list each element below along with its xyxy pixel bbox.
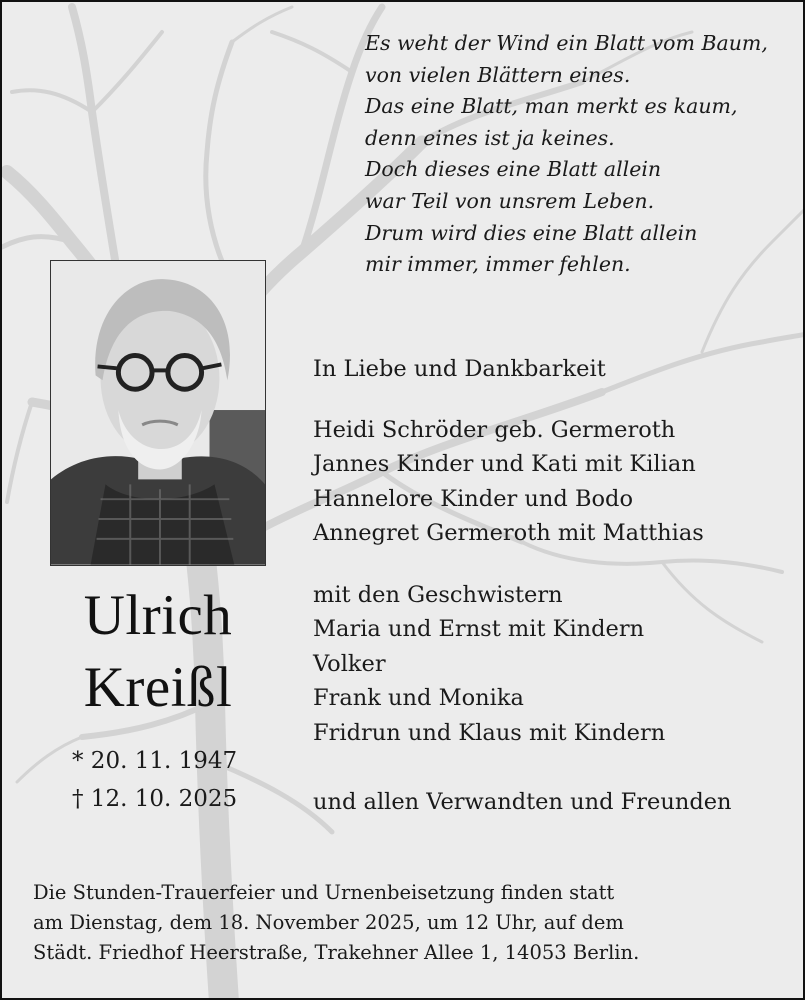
poem-line: Doch dieses eine Blatt allein	[365, 157, 662, 182]
death-date: † 12. 10. 2025	[72, 786, 238, 812]
intro-line: In Liebe und Dankbarkeit	[313, 356, 606, 382]
birth-date: * 20. 11. 1947	[72, 748, 238, 774]
siblings-list	[313, 578, 665, 750]
deceased-name	[50, 580, 266, 724]
poem-line: Drum wird dies eine Blatt allein	[365, 220, 698, 245]
closing-line: und allen Verwandten und Freunden	[313, 789, 732, 815]
ceremony-line: Die Stunden-Trauerfeier und Urnenbeisetzung finden statt	[33, 881, 615, 904]
life-dates	[72, 742, 237, 818]
sibling: Volker	[313, 650, 386, 677]
portrait-photo	[50, 260, 266, 566]
poem-line: war Teil von unsrem Leben.	[365, 188, 655, 213]
poem-line: denn eines ist ja keines.	[365, 125, 615, 150]
siblings-heading: mit den Geschwistern	[313, 582, 563, 608]
sibling: Frank und Monika	[313, 685, 524, 712]
sibling: Maria und Ernst mit Kindern	[313, 616, 645, 643]
first-name: Ulrich	[83, 584, 233, 647]
ceremony-info	[33, 878, 639, 968]
family-member: Jannes Kinder und Kati mit Kilian	[313, 451, 696, 478]
poem-line: mir immer, immer fehlen.	[365, 252, 631, 277]
poem-line: Es weht der Wind ein Blatt vom Baum,	[365, 31, 768, 55]
family-member: Hannelore Kinder und Bodo	[313, 485, 633, 512]
family-member: Heidi Schröder geb. Germeroth	[313, 417, 676, 443]
portrait-illustration	[51, 261, 265, 565]
family-member: Annegret Germeroth mit Matthias	[313, 520, 704, 547]
ceremony-line: am Dienstag, dem 18. November 2025, um 12 Uhr, auf dem	[33, 911, 624, 934]
ceremony-line: Städt. Friedhof Heerstraße, Trakehner Allee 1, 14053 Berlin.	[33, 941, 640, 964]
last-name: Kreißl	[83, 656, 233, 719]
sibling: Fridrun und Klaus mit Kindern	[313, 719, 666, 746]
family-list	[313, 413, 704, 551]
poem-line: Das eine Blatt, man merkt es kaum,	[365, 94, 738, 119]
poem	[365, 28, 768, 281]
poem-line: von vielen Blättern eines.	[365, 62, 631, 87]
